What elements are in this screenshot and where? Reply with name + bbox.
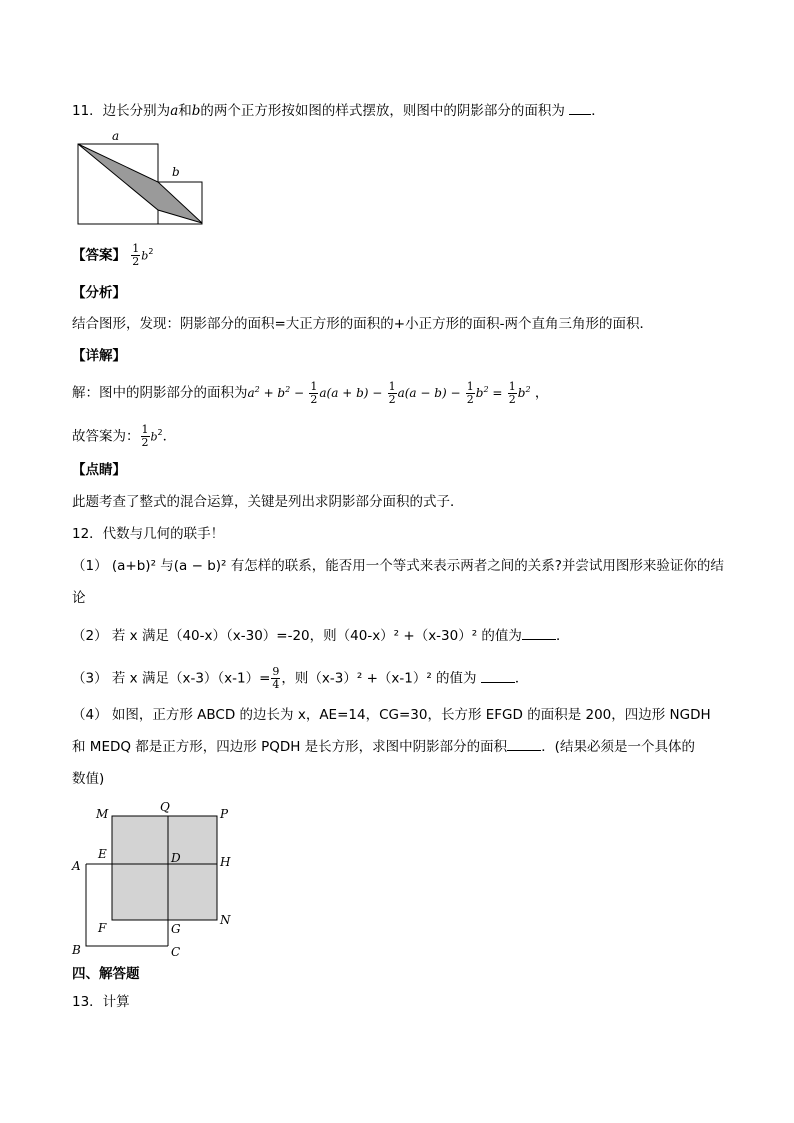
q11-answer-frac: $\frac{1}{2}$ <box>132 242 140 268</box>
section-title: 四、解答题 <box>72 966 140 982</box>
q11-detail-formula: 解：图中的阴影部分的面积为$a^2 + b^2$ − $\frac{1}{2}$ a(a + b) − $\frac{1}{2}$ a(a − b) − $\frac{1}{2}$ $b^2$ = $\frac{1}{2}$ $b^2$ ， <box>72 379 549 406</box>
svg-text:P: P <box>220 807 229 821</box>
q12-part1-line2: 论 <box>72 590 86 606</box>
q12-shaded-square <box>112 816 217 920</box>
svg-text:E: E <box>98 847 107 861</box>
q12-part4-line1: （4） 如图，正方形 ABCD 的边长为 x，AE=14，CG=30，长方形 EFGD 的面积是 200，四边形 NGDH <box>72 707 711 723</box>
q11-label-a: a <box>112 129 120 143</box>
svg-text:G: G <box>171 922 181 936</box>
q11-conclusion: 故答案为： $\frac{1}{2}$ $b^2$． <box>72 423 177 449</box>
svg-text:B: B <box>72 943 81 957</box>
svg-text:H: H <box>220 855 231 869</box>
svg-text:F: F <box>98 921 107 935</box>
q12-figure <box>68 796 248 970</box>
svg-text:D: D <box>171 851 181 865</box>
q11-analysis-text: 结合图形，发现：阴影部分的面积=大正方形的面积的+小正方形的面积-两个直角三角形的面积． <box>72 316 653 332</box>
q11-answer-blank <box>569 102 591 115</box>
q11-stem: 11．边长分别为a和b的两个正方形按如图的样式摆放，则图中的阴影部分的面积为 ． <box>72 103 605 119</box>
svg-text:M: M <box>96 807 109 821</box>
q11-detail-tag: 【详解】 <box>72 348 126 364</box>
svg-text:A: A <box>72 859 81 873</box>
svg-text:Q: Q <box>160 800 170 814</box>
q12-part1-line1: （1） (a+b)² 与(a − b)² 有怎样的联系，能否用一个等式来表示两者之间的关系?并尝试用图形来验证你的结 <box>72 558 724 574</box>
q13-title: 13．计算 <box>72 994 130 1010</box>
q12-part2: （2） 若 x 满足（40-x）（x-30）=-20，则（40-x）² +（x-30）² 的值为 ． <box>72 628 570 644</box>
q11-answer: 【答案】 $\frac{1}{2}$ $b^2$ <box>72 242 154 268</box>
svg-text:C: C <box>171 945 181 959</box>
q12-part4-line2: 和 MEDQ 都是正方形，四边形 PQDH 是长方形，求图中阴影部分的面积 ．(结果必须是一个具体的 <box>72 739 695 755</box>
q11-shaded-region <box>78 144 202 223</box>
q11-label-b: b <box>172 165 180 179</box>
q11-remark-text: 此题考查了整式的混合运算，关键是列出求阴影部分面积的式子． <box>72 494 464 510</box>
q11-analysis-tag: 【分析】 <box>72 285 126 301</box>
q11-remark-tag: 【点睛】 <box>72 462 126 478</box>
q11-figure <box>72 126 212 234</box>
q12-title: 12．代数与几何的联手！ <box>72 526 225 542</box>
q12-part3: （3） 若 x 满足（x-3）（x-1）= $\frac{9}{4}$ ，则（x-3）² +（x-1）² 的值为 ． <box>72 665 529 691</box>
svg-text:N: N <box>220 913 231 927</box>
q12-part4-line3: 数值) <box>72 771 105 787</box>
